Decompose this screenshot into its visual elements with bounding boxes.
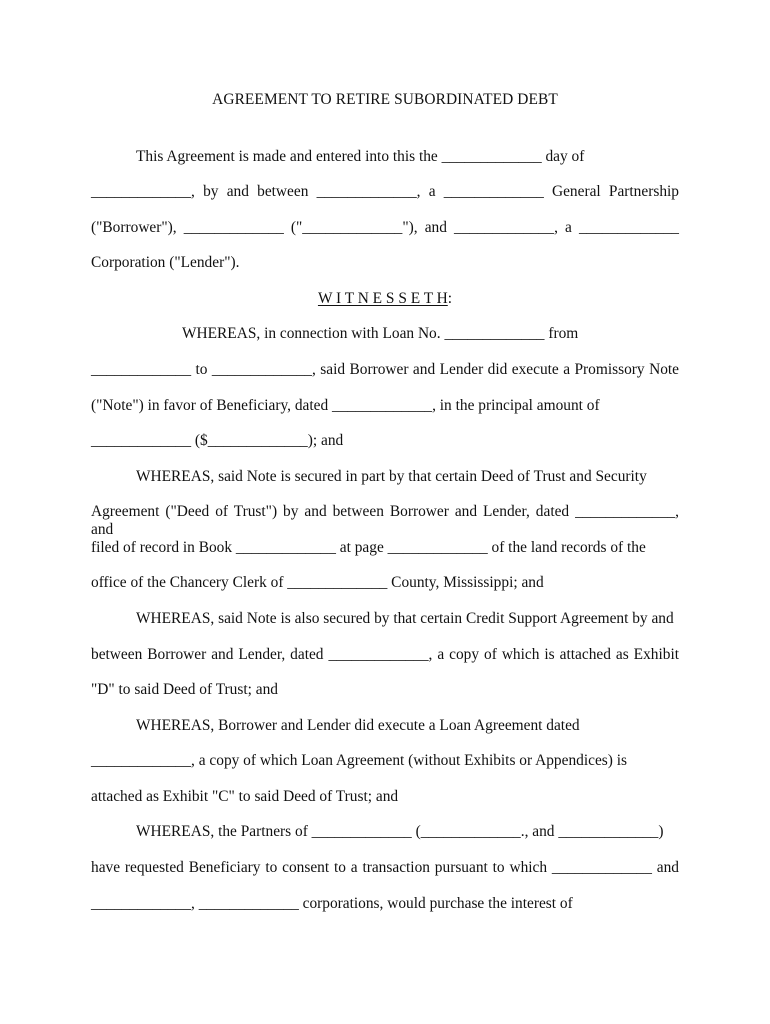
paragraph-line: _____________ to _____________, said Borrower and Lender did execute a Promissory Note bbox=[91, 361, 679, 378]
paragraph-line: WHEREAS, the Partners of _____________ (_____________., and _____________) bbox=[136, 823, 664, 840]
paragraph-line: "D" to said Deed of Trust; and bbox=[91, 681, 278, 698]
witnesseth-heading bbox=[0, 290, 770, 308]
paragraph-line: This Agreement is made and entered into this the _____________ day of bbox=[136, 148, 585, 165]
paragraph-line: Corporation ("Lender"). bbox=[91, 254, 240, 271]
paragraph-line: ("Borrower"), _____________ ("_____________"), and _____________, a _____________ bbox=[91, 219, 679, 236]
witnesseth-letters: W I T N E S S E T H bbox=[317, 290, 448, 307]
paragraph-line: _____________, _____________ corporations, would purchase the interest of bbox=[91, 895, 573, 912]
paragraph-line: ("Note") in favor of Beneficiary, dated _____________, in the principal amount of bbox=[91, 397, 600, 414]
paragraph-line: WHEREAS, Borrower and Lender did execute a Loan Agreement dated bbox=[136, 717, 580, 734]
witnesseth-colon: : bbox=[447, 290, 453, 307]
paragraph-line: _____________ ($_____________); and bbox=[91, 432, 344, 449]
paragraph-line: WHEREAS, said Note is secured in part by that certain Deed of Trust and Security bbox=[136, 468, 647, 485]
paragraph-line: between Borrower and Lender, dated _____________, a copy of which is attached as Exhibit bbox=[91, 646, 679, 663]
paragraph-line: filed of record in Book _____________ at page _____________ of the land records of the bbox=[91, 539, 646, 556]
paragraph-line: _____________, a copy of which Loan Agreement (without Exhibits or Appendices) is bbox=[91, 752, 628, 769]
paragraph-line: WHEREAS, said Note is also secured by that certain Credit Support Agreement by and bbox=[136, 610, 674, 627]
paragraph-line: attached as Exhibit "C" to said Deed of Trust; and bbox=[91, 788, 399, 805]
paragraph-line: WHEREAS, in connection with Loan No. _____________ from bbox=[182, 325, 579, 342]
document-title: AGREEMENT TO RETIRE SUBORDINATED DEBT bbox=[212, 91, 558, 108]
paragraph-line: _____________, by and between _____________, a _____________ General Partnership bbox=[91, 183, 679, 200]
paragraph-line: have requested Beneficiary to consent to a transaction pursuant to which _____________ and bbox=[91, 859, 679, 876]
paragraph-line: Agreement ("Deed of Trust") by and between Borrower and Lender, dated _____________, and bbox=[91, 503, 679, 538]
paragraph-line: office of the Chancery Clerk of _____________ County, Mississippi; and bbox=[91, 574, 544, 591]
